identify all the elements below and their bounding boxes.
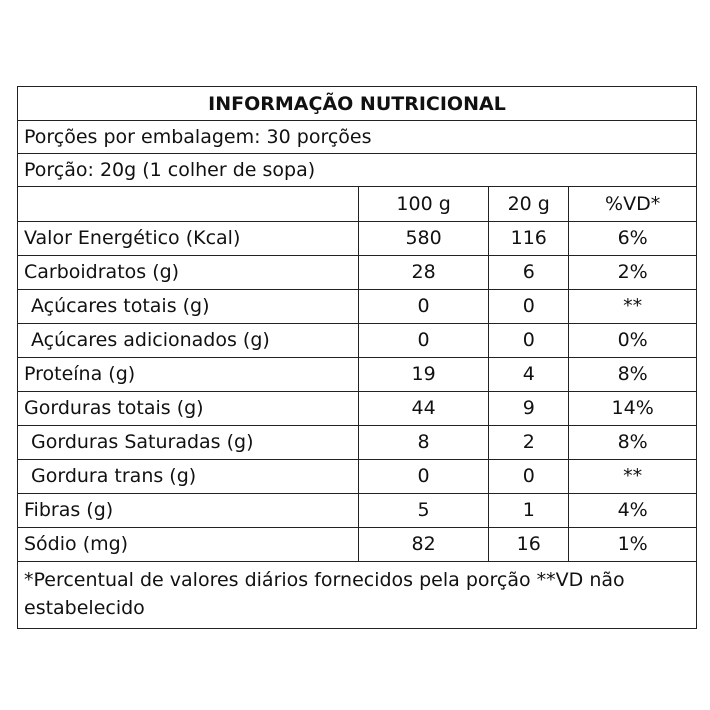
column-header-vd: %VD*: [569, 187, 696, 221]
value-20g: 1: [489, 493, 569, 527]
value-vd: 14%: [569, 391, 696, 425]
footnote: *Percentual de valores diários fornecidos pela porção **VD não estabelecido: [24, 568, 625, 619]
table-row: [18, 357, 696, 391]
nutrient-name: Gorduras totais (g): [18, 391, 359, 425]
nutrient-name: Valor Energético (Kcal): [18, 221, 359, 255]
value-vd: 1%: [569, 527, 696, 561]
value-vd: 8%: [569, 425, 696, 459]
value-20g: 4: [489, 357, 569, 391]
value-20g: 0: [489, 323, 569, 357]
value-vd: 8%: [569, 357, 696, 391]
nutrition-facts-table: [17, 86, 697, 629]
value-100g: 44: [359, 391, 489, 425]
nutrient-name: Açúcares totais (g): [18, 289, 359, 323]
value-vd: 0%: [569, 323, 696, 357]
value-vd: **: [569, 289, 696, 323]
value-20g: 0: [489, 289, 569, 323]
value-vd: 6%: [569, 221, 696, 255]
table-row: [18, 255, 696, 289]
header-row: [18, 187, 696, 221]
nutrient-name: Fibras (g): [18, 493, 359, 527]
value-100g: 5: [359, 493, 489, 527]
table-title: INFORMAÇÃO NUTRICIONAL: [18, 87, 696, 121]
table-row: [18, 289, 696, 323]
serving-size: Porção: 20g (1 colher de sopa): [18, 154, 696, 187]
table-row: [18, 459, 696, 493]
value-100g: 0: [359, 323, 489, 357]
table-row: [18, 323, 696, 357]
value-vd: 4%: [569, 493, 696, 527]
value-20g: 2: [489, 425, 569, 459]
table-row: [18, 391, 696, 425]
table-row: [18, 493, 696, 527]
column-header-100g: 100 g: [359, 187, 489, 221]
nutrient-name: Carboidratos (g): [18, 255, 359, 289]
value-20g: 16: [489, 527, 569, 561]
nutrient-name: Açúcares adicionados (g): [18, 323, 359, 357]
value-20g: 9: [489, 391, 569, 425]
nutrient-name: Gorduras Saturadas (g): [18, 425, 359, 459]
table-row: [18, 527, 696, 561]
value-100g: 0: [359, 459, 489, 493]
servings-per-package: Porções por embalagem: 30 porções: [18, 121, 696, 154]
value-20g: 6: [489, 255, 569, 289]
nutrient-name: Proteína (g): [18, 357, 359, 391]
value-100g: 82: [359, 527, 489, 561]
table-row: [18, 221, 696, 255]
table-row: [18, 425, 696, 459]
header-empty-cell: [18, 187, 359, 221]
value-100g: 0: [359, 289, 489, 323]
nutrient-grid: [18, 187, 696, 562]
value-20g: 0: [489, 459, 569, 493]
value-100g: 580: [359, 221, 489, 255]
value-20g: 116: [489, 221, 569, 255]
nutrient-name: Sódio (mg): [18, 527, 359, 561]
nutrient-name: Gordura trans (g): [18, 459, 359, 493]
value-100g: 28: [359, 255, 489, 289]
value-vd: 2%: [569, 255, 696, 289]
value-100g: 19: [359, 357, 489, 391]
value-100g: 8: [359, 425, 489, 459]
value-vd: **: [569, 459, 696, 493]
column-header-20g: 20 g: [489, 187, 569, 221]
